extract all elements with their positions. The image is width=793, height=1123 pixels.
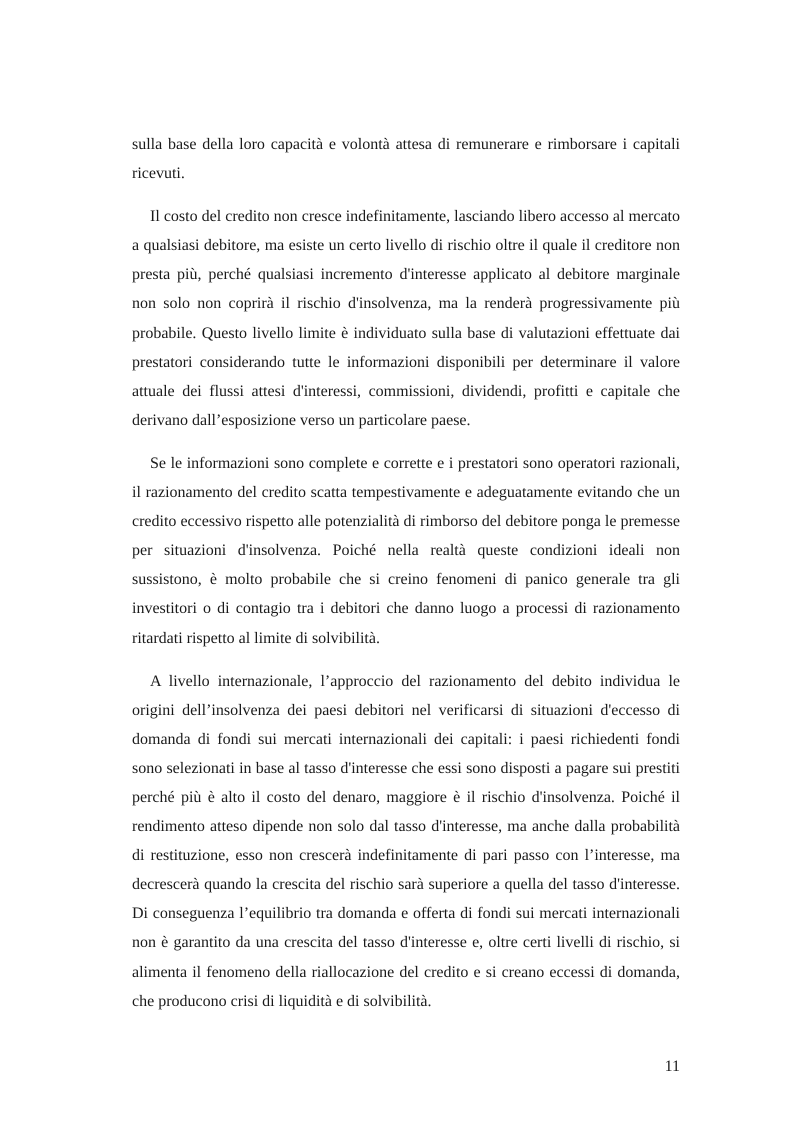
body-text (132, 130, 680, 1030)
paragraph-information: Se le informazioni sono complete e corrette e i prestatori sono operatori razionali, il razionamento del credito scatta tempestivamente e adeguatamente evitando che un credito eccessivo rispetto alle potenzialità di rimborso del debitore ponga le premesse per situazioni d'insolvenza. Poiché nella realtà queste condizioni ideali non sussistono, è molto probabile che si creino fenomeni di panico generale tra gli investitori o di contagio tra i debitori che danno luogo a processi di razionamento ritardati rispetto al limite di solvibilità. (132, 454, 680, 647)
page-number: 11 (664, 1058, 680, 1075)
paragraph-credit-cost: Il costo del credito non cresce indefinitamente, lasciando libero accesso al mercato a qualsiasi debitore, ma esiste un certo livello di rischio oltre il quale il creditore non presta più, perché qualsiasi incremento d'interesse applicato al debitore marginale non solo non coprirà il rischio d'insolvenza, ma la renderà progressivamente più probabile. Questo livello limite è individuato sulla base di valutazioni effettuate dai prestatori considerando tutte le informazioni disponibili per determinare il valore attuale dei flussi attesi d'interessi, commissioni, dividendi, profitti e capitale che derivano dall’esposizione verso un particolare paese. (132, 208, 680, 429)
paragraph-international: A livello internazionale, l’approccio del razionamento del debito individua le origini dell’insolvenza dei paesi debitori nel verificarsi di situazioni d'eccesso di domanda di fondi sui mercati internazionali dei capitali: i paesi richiedenti fondi sono selezionati in base al tasso d'interesse che essi sono disposti a pagare sui prestiti perché più è alto il costo del denaro, maggiore è il rischio d'insolvenza. Poiché il rendimento atteso dipende non solo dal tasso d'interesse, ma anche dalla probabilità di restituzione, esso non crescerà indefinitamente di pari passo con l’interesse, ma decrescerà quando la crescita del rischio sarà superiore a quella del tasso d'interesse. Di conseguenza l’equilibrio tra domanda e offerta di fondi sui mercati internazionali non è garantito da una crescita del tasso d'interesse e, oltre certi livelli di rischio, si alimenta il fenomeno della riallocazione del credito e si creano eccessi di domanda, che producono crisi di liquidità e di solvibilità. (132, 672, 680, 1010)
paragraph-continuation: sulla base della loro capacità e volontà attesa di remunerare e rimborsare i capitali ricevuti. (132, 136, 680, 183)
